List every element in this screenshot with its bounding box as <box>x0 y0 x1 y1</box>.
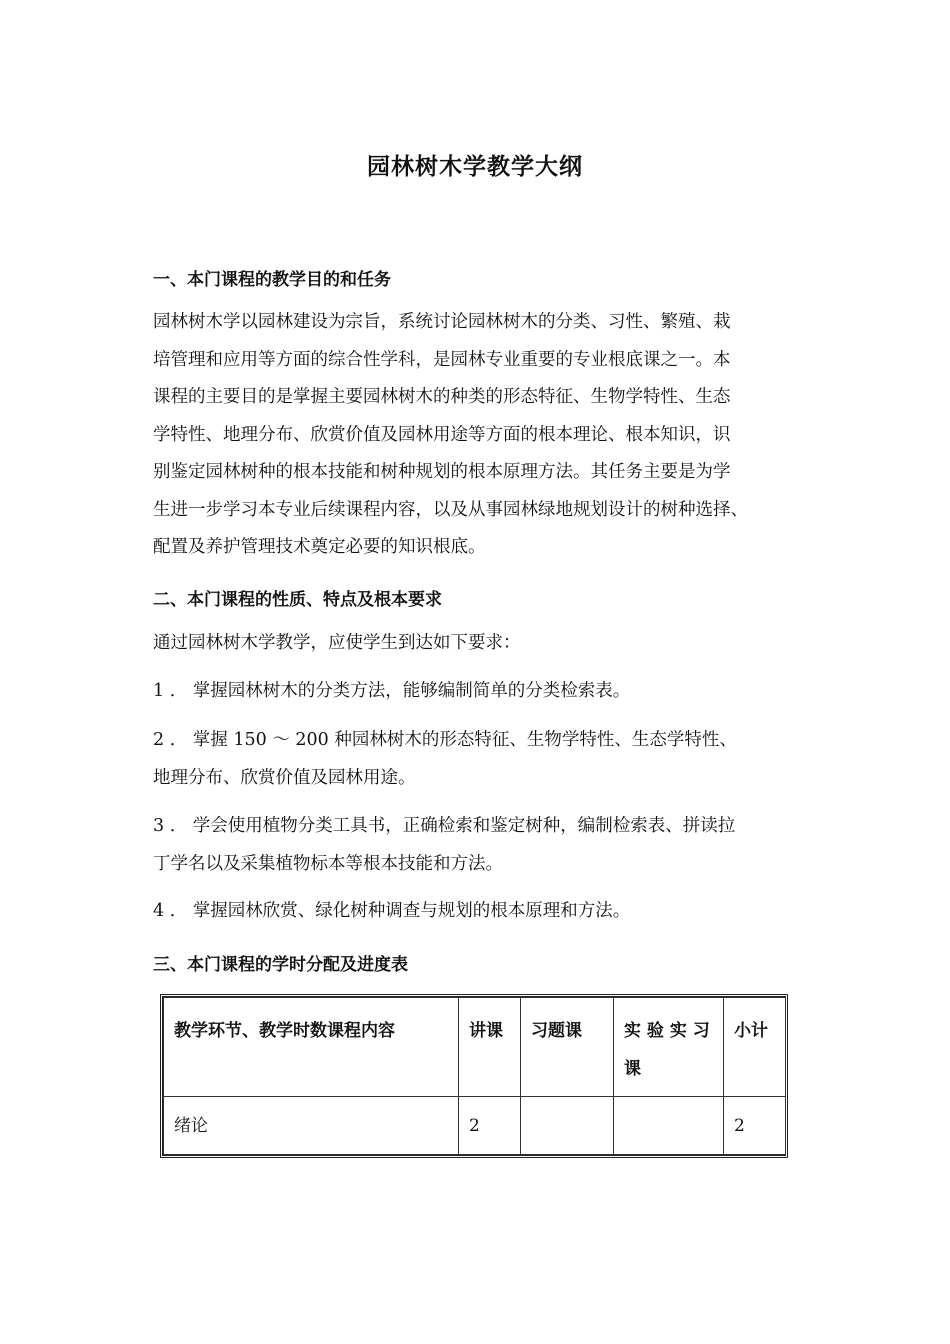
section-3-heading: 三、本门课程的学时分配及进度表 <box>153 955 408 975</box>
text-line: 课程的主要目的是掌握主要园林树木的种类的形态特征、生物学特性、生态 <box>153 387 731 407</box>
table-cell: 2 <box>724 1097 786 1155</box>
table-header-cell: 讲课 <box>459 998 521 1097</box>
document-title: 园林树木学教学大纲 <box>367 154 583 180</box>
text-line: 地理分布、欣赏价值及园林用途。 <box>153 767 416 788</box>
schedule-table <box>160 994 788 1158</box>
text-line: 丁学名以及采集植物标本等根本技能和方法。 <box>153 853 503 874</box>
text-line: 生进一步学习本专业后续课程内容，以及从事园林绿地规划设计的树种选择、 <box>153 499 748 520</box>
text-line: 4 ． 掌握园林欣赏、绿化树种调查与规划的根本原理和方法。 <box>153 901 631 921</box>
requirement-item-4 <box>153 893 813 931</box>
table-cell <box>614 1097 724 1155</box>
requirement-item-1 <box>153 673 813 711</box>
text-line: 培管理和应用等方面的综合性学科，是园林专业重要的专业根底课之一。本 <box>153 349 731 370</box>
table-cell <box>521 1097 614 1155</box>
requirement-item-3 <box>153 808 813 883</box>
table-header-cell: 实 验 实 习 课 <box>614 998 724 1097</box>
section-2-intro <box>153 625 813 663</box>
text-line: 2 ． 掌握 150 ～ 200 种园林树木的形态特征、生物学特性、生态学特性、 <box>153 730 737 750</box>
section-1-heading: 一、本门课程的教学目的和任务 <box>153 270 391 290</box>
table-row <box>164 1097 786 1155</box>
table-header-cell: 习题课 <box>521 998 614 1097</box>
table-header-row <box>164 998 786 1097</box>
table-cell: 绪论 <box>164 1097 459 1155</box>
text-line: 学特性、地理分布、欣赏价值及园林用途等方面的根本理论、根本知识，识 <box>153 424 731 445</box>
section-1-body <box>153 304 813 567</box>
text-line: 配置及养护管理技术奠定必要的知识根底。 <box>153 537 486 557</box>
text-line: 通过园林树木学教学，应使学生到达如下要求： <box>153 633 521 653</box>
text-line: 园林树木学以园林建设为宗旨，系统讨论园林树木的分类、习性、繁殖、栽 <box>153 312 731 332</box>
table-header-cell: 教学环节、教学时数课程内容 <box>164 998 459 1097</box>
requirement-item-2 <box>153 722 813 797</box>
table-header-cell: 小计 <box>724 998 786 1097</box>
text-line: 3 ． 学会使用植物分类工具书，正确检索和鉴定树种，编制检索表、拼读拉 <box>153 816 736 836</box>
text-line: 别鉴定园林树种的根本技能和树种规划的根本原理方法。其任务主要是为学 <box>153 462 731 482</box>
section-2-heading: 二、本门课程的性质、特点及根本要求 <box>153 590 442 610</box>
table-cell: 2 <box>459 1097 521 1155</box>
text-line: 1 ． 掌握园林树木的分类方法，能够编制简单的分类检索表。 <box>153 681 631 701</box>
